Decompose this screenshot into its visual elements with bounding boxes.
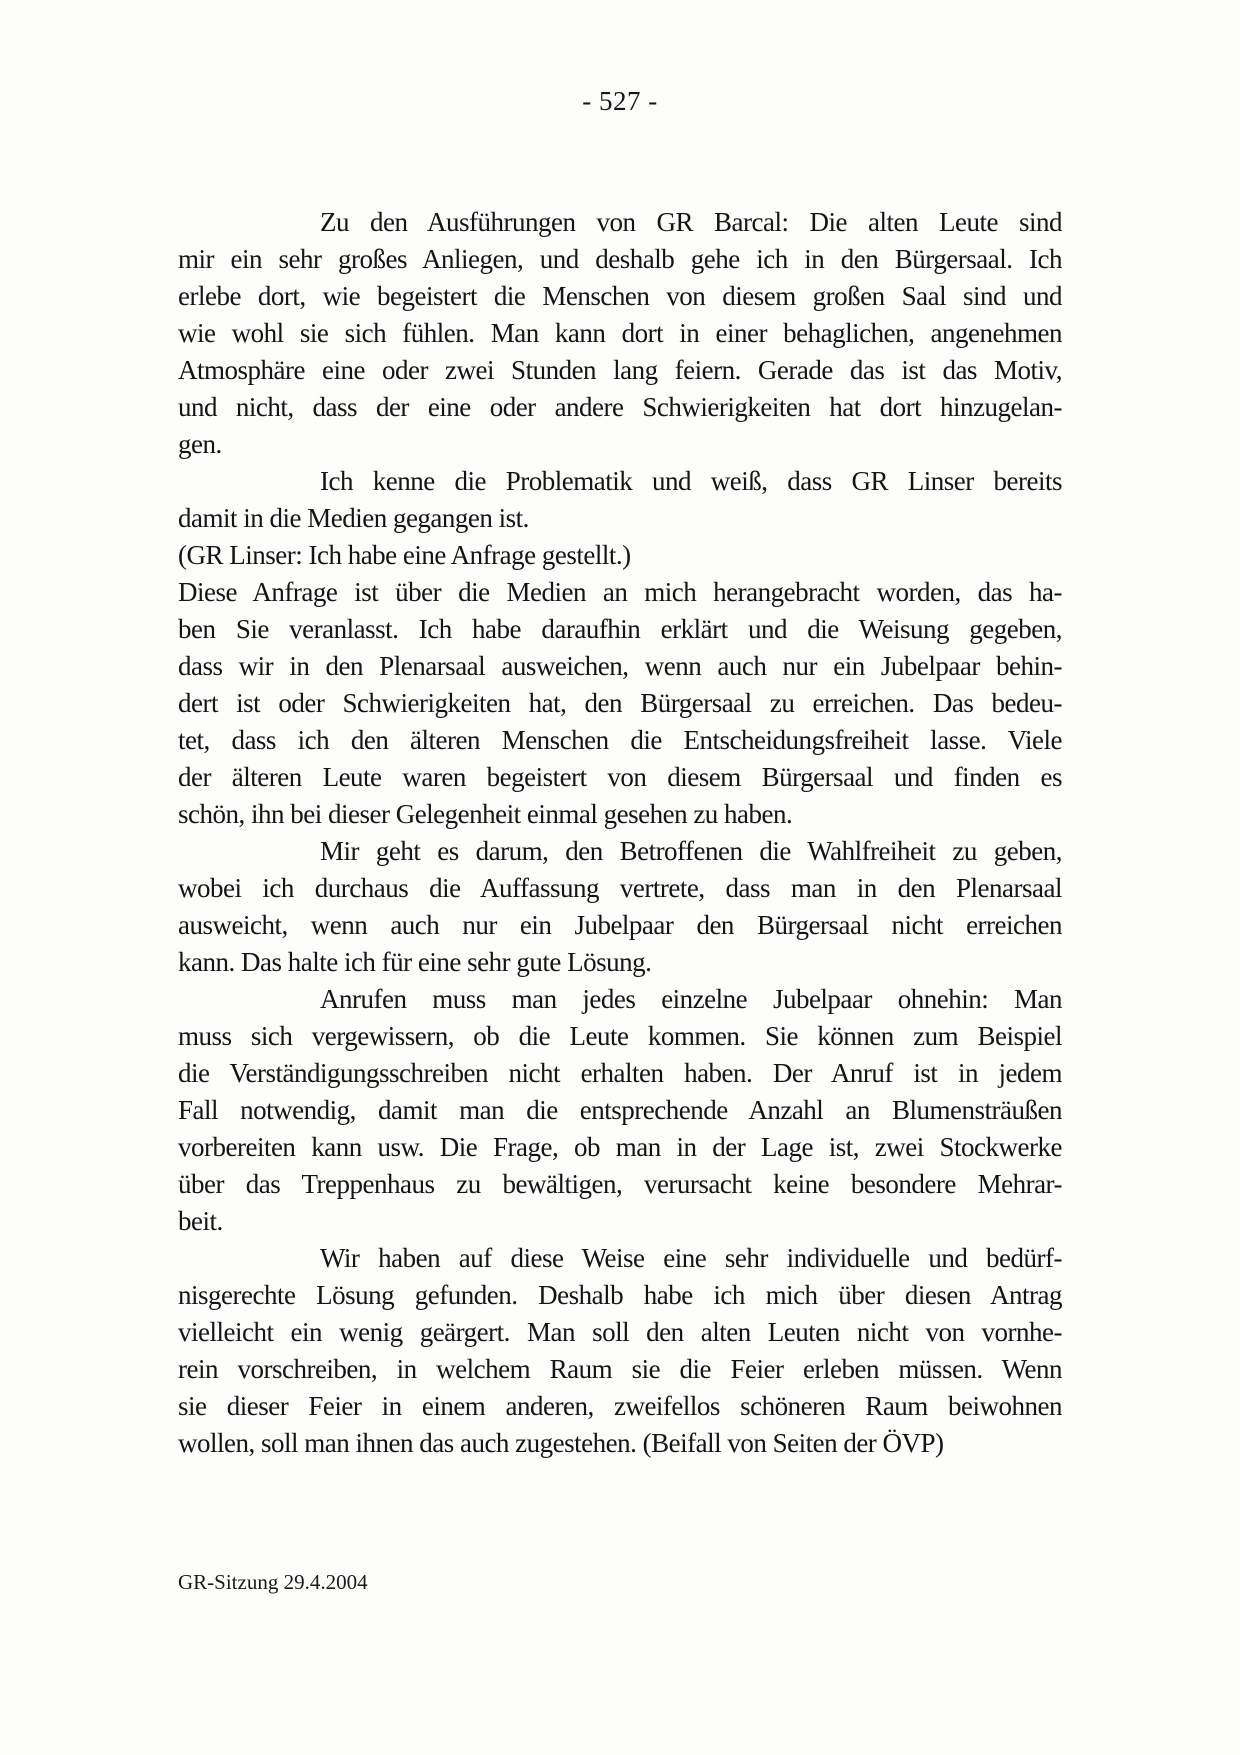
- text-line: dert ist oder Schwierigkeiten hat, den Bürgersaal zu erreichen. Das bedeu-: [178, 688, 1062, 718]
- text-line: über das Treppenhaus zu bewältigen, verursacht keine besondere Mehrar-: [178, 1169, 1062, 1199]
- text-line: Atmosphäre eine oder zwei Stunden lang feiern. Gerade das ist das Motiv,: [178, 355, 1062, 385]
- text-line: dass wir in den Plenarsaal ausweichen, wenn auch nur ein Jubelpaar behin-: [178, 651, 1062, 681]
- text-line: nisgerechte Lösung gefunden. Deshalb habe ich mich über diesen Antrag: [178, 1280, 1062, 1310]
- body-text: [178, 204, 1062, 1462]
- text-line: schön, ihn bei dieser Gelegenheit einmal gesehen zu haben.: [178, 799, 793, 829]
- text-line: wie wohl sie sich fühlen. Man kann dort in einer behaglichen, angenehmen: [178, 318, 1062, 348]
- text-line: muss sich vergewissern, ob die Leute kommen. Sie können zum Beispiel: [178, 1021, 1062, 1051]
- text-line: wobei ich durchaus die Auffassung vertrete, dass man in den Plenarsaal: [178, 873, 1062, 903]
- text-line: vorbereiten kann usw. Die Frage, ob man in der Lage ist, zwei Stockwerke: [178, 1132, 1062, 1162]
- text-line: ben Sie veranlasst. Ich habe daraufhin erklärt und die Weisung gegeben,: [178, 614, 1062, 644]
- text-line: (GR Linser: Ich habe eine Anfrage gestellt.): [178, 540, 631, 570]
- text-line: die Verständigungsschreiben nicht erhalten haben. Der Anruf ist in jedem: [178, 1058, 1062, 1088]
- text-line: gen.: [178, 429, 222, 459]
- page-number: - 527 -: [582, 86, 658, 116]
- text-line: und nicht, dass der eine oder andere Schwierigkeiten hat dort hinzugelan-: [178, 392, 1062, 422]
- text-line: der älteren Leute waren begeistert von diesem Bürgersaal und finden es: [178, 762, 1062, 792]
- text-line: Mir geht es darum, den Betroffenen die Wahlfreiheit zu geben,: [320, 836, 1062, 866]
- text-line: ausweicht, wenn auch nur ein Jubelpaar den Bürgersaal nicht erreichen: [178, 910, 1062, 940]
- text-line: Diese Anfrage ist über die Medien an mich herangebracht worden, das ha-: [178, 577, 1062, 607]
- text-line: Anrufen muss man jedes einzelne Jubelpaar ohnehin: Man: [320, 984, 1062, 1014]
- text-line: mir ein sehr großes Anliegen, und deshalb gehe ich in den Bürgersaal. Ich: [178, 244, 1062, 274]
- footer-session-label: GR-Sitzung 29.4.2004: [178, 1570, 368, 1594]
- text-line: kann. Das halte ich für eine sehr gute Lösung.: [178, 947, 652, 977]
- text-line: tet, dass ich den älteren Menschen die Entscheidungsfreiheit lasse. Viele: [178, 725, 1062, 755]
- text-line: damit in die Medien gegangen ist.: [178, 503, 529, 533]
- text-line: beit.: [178, 1206, 223, 1236]
- text-line: wollen, soll man ihnen das auch zugestehen. (Beifall von Seiten der ÖVP): [178, 1428, 944, 1458]
- text-line: Fall notwendig, damit man die entsprechende Anzahl an Blumensträußen: [178, 1095, 1062, 1125]
- text-line: sie dieser Feier in einem anderen, zweifellos schöneren Raum beiwohnen: [178, 1391, 1062, 1421]
- text-line: Zu den Ausführungen von GR Barcal: Die alten Leute sind: [320, 207, 1062, 237]
- text-line: rein vorschreiben, in welchem Raum sie die Feier erleben müssen. Wenn: [178, 1354, 1062, 1384]
- text-line: Wir haben auf diese Weise eine sehr individuelle und bedürf-: [320, 1243, 1062, 1273]
- text-line: Ich kenne die Problematik und weiß, dass GR Linser bereits: [320, 466, 1062, 496]
- text-line: vielleicht ein wenig geärgert. Man soll den alten Leuten nicht von vornhe-: [178, 1317, 1062, 1347]
- text-line: erlebe dort, wie begeistert die Menschen von diesem großen Saal sind und: [178, 281, 1062, 311]
